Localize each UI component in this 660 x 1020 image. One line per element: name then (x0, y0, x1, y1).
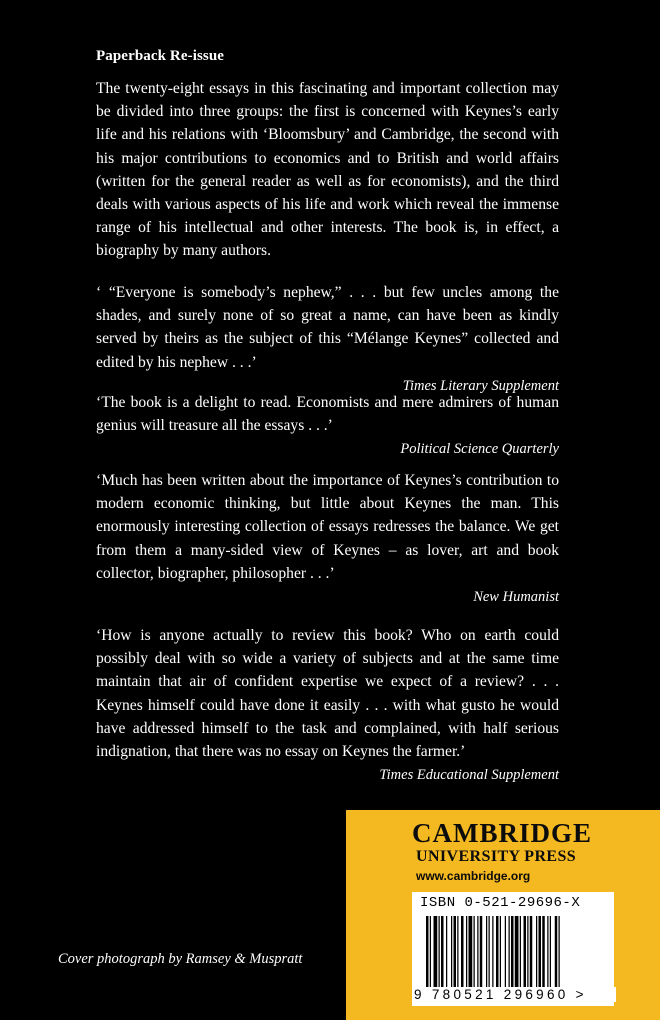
review-source: Political Science Quarterly (400, 441, 559, 458)
publisher-subtitle: UNIVERSITY PRESS (416, 848, 577, 865)
barcode-number: 9 780521 296960 > (412, 987, 616, 1002)
review-text: ‘The book is a delight to read. Economists and mere admirers of human genius will treasure all the essays . . .’ (96, 394, 559, 435)
publisher-url: www.cambridge.org (416, 869, 531, 883)
isbn-label: ISBN 0-521-29696-X (420, 895, 581, 911)
review-quote (96, 469, 559, 608)
review-source: New Humanist (473, 589, 559, 606)
review-text: ‘Much has been written about the importance of Keynes’s contribution to modern economic thinking, but little about Keynes the man. This enormously interesting collection of essays redresses the balance. We get from them a many-sided view of Keynes – as lover, art and book collector, biographer, philosopher . . .’ (96, 472, 559, 582)
review-quote (96, 624, 559, 786)
barcode-icon (426, 916, 604, 994)
photo-credit: Cover photograph by Ramsey & Muspratt (58, 951, 303, 967)
review-source: Times Educational Supplement (379, 767, 559, 784)
publisher-name: CAMBRIDGE (412, 818, 593, 848)
review-text: ‘How is anyone actually to review this book? Who on earth could possibly deal with so wide a variety of subjects and at the same time maintain that air of confident expertise we expect of a review? . . . Keynes himself could have done it easily . . . with what gusto he would have addressed himself to the task and complained, with half serious indignation, that there was no essay on Keynes the farmer.’ (96, 627, 559, 761)
publisher-panel (346, 810, 660, 1020)
review-quote (96, 391, 559, 460)
intro-paragraph (96, 77, 559, 263)
intro-text: The twenty-eight essays in this fascinating and important collection may be divided into three groups: the first is concerned with Keynes’s early life and his relations with ‘Bloomsbury’ and Cambridge, the second with his major contributions to economics and to British and world affairs (written for the general reader as well as for economists), and the third deals with various aspects of his life and work which reveal the immense range of his intellectual and other interests. The book is, in effect, a biography by many authors. (96, 80, 559, 260)
review-source: Times Literary Supplement (402, 377, 559, 394)
review-quote (96, 281, 559, 397)
barcode-panel (412, 892, 614, 1006)
review-text: ‘ “Everyone is somebody’s nephew,” . . . but few uncles among the shades, and surely none of so great a name, can have been as kindly served by theirs as the subject of this “Mélange Keynes” collected and edited by his nephew . . .’ (96, 284, 559, 371)
reissue-heading: Paperback Re-issue (96, 48, 225, 64)
